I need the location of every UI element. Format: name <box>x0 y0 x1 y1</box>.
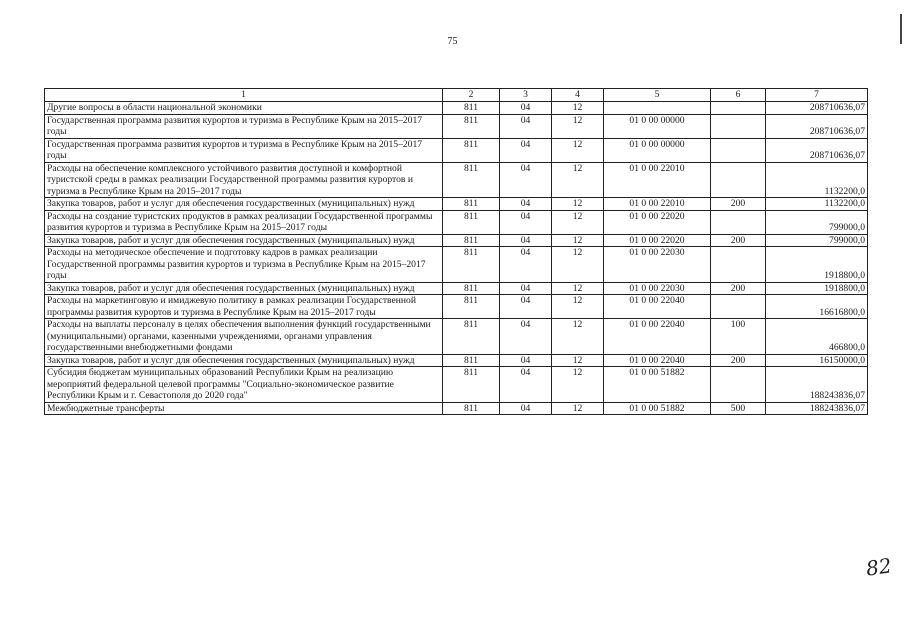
target-article-cell: 01 0 00 22040 <box>604 354 711 367</box>
table-row <box>45 367 868 403</box>
target-article-cell: 01 0 00 22010 <box>604 162 711 198</box>
expense-name-cell: Закупка товаров, работ и услуг для обеспечения государственных (муниципальных) нужд <box>45 198 443 211</box>
section-code-cell: 04 <box>500 282 552 295</box>
table-row <box>45 114 868 138</box>
target-article-cell: 01 0 00 22030 <box>604 282 711 295</box>
expense-name-cell: Расходы на маркетинговую и имиджевую политику в рамках реализации Государственной программы развития курортов и туризма в Республике Крым на 2015–2017 годы <box>45 295 443 319</box>
amount-cell: 16616800,0 <box>766 295 868 319</box>
table-row <box>45 198 868 211</box>
expense-name-cell: Закупка товаров, работ и услуг для обеспечения государственных (муниципальных) нужд <box>45 234 443 247</box>
section-code-cell: 04 <box>500 367 552 403</box>
expense-type-cell: 200 <box>711 282 766 295</box>
target-article-cell: 01 0 00 22020 <box>604 210 711 234</box>
admin-code-cell: 811 <box>443 114 500 138</box>
admin-code-cell: 811 <box>443 354 500 367</box>
target-article-cell: 01 0 00 22040 <box>604 295 711 319</box>
table-row <box>45 138 868 162</box>
amount-cell: 208710636,07 <box>766 114 868 138</box>
header-cell: 2 <box>443 89 500 102</box>
section-code-cell: 04 <box>500 402 552 415</box>
amount-cell: 466800,0 <box>766 319 868 355</box>
section-code-cell: 04 <box>500 247 552 283</box>
expense-name-cell: Закупка товаров, работ и услуг для обеспечения государственных (муниципальных) нужд <box>45 354 443 367</box>
target-article-cell: 01 0 00 00000 <box>604 138 711 162</box>
admin-code-cell: 811 <box>443 367 500 403</box>
expense-name-cell: Межбюджетные трансферты <box>45 402 443 415</box>
amount-cell: 799000,0 <box>766 234 868 247</box>
amount-cell: 1918800,0 <box>766 247 868 283</box>
admin-code-cell: 811 <box>443 295 500 319</box>
expense-name-cell: Закупка товаров, работ и услуг для обеспечения государственных (муниципальных) нужд <box>45 282 443 295</box>
section-code-cell: 04 <box>500 114 552 138</box>
expense-type-cell <box>711 114 766 138</box>
expense-name-cell: Государственная программа развития курортов и туризма в Республике Крым на 2015–2017 годы <box>45 138 443 162</box>
header-cell: 5 <box>604 89 711 102</box>
admin-code-cell: 811 <box>443 198 500 211</box>
target-article-cell: 01 0 00 22010 <box>604 198 711 211</box>
table-header-row <box>45 89 868 102</box>
table-row <box>45 247 868 283</box>
target-article-cell: 01 0 00 22030 <box>604 247 711 283</box>
subsection-code-cell: 12 <box>552 295 604 319</box>
header-cell: 7 <box>766 89 868 102</box>
target-article-cell <box>604 102 711 115</box>
section-code-cell: 04 <box>500 102 552 115</box>
expense-type-cell <box>711 102 766 115</box>
amount-cell: 1918800,0 <box>766 282 868 295</box>
expense-name-cell: Расходы на создание туристских продуктов в рамках реализации Государственной программы развития курортов и туризма в Республике Крым на 2015–2017 годы <box>45 210 443 234</box>
section-code-cell: 04 <box>500 234 552 247</box>
admin-code-cell: 811 <box>443 247 500 283</box>
subsection-code-cell: 12 <box>552 319 604 355</box>
page-edge-line <box>900 14 902 44</box>
subsection-code-cell: 12 <box>552 102 604 115</box>
amount-cell: 1132200,0 <box>766 198 868 211</box>
subsection-code-cell: 12 <box>552 247 604 283</box>
table-row <box>45 295 868 319</box>
section-code-cell: 04 <box>500 319 552 355</box>
subsection-code-cell: 12 <box>552 138 604 162</box>
subsection-code-cell: 12 <box>552 198 604 211</box>
amount-cell: 208710636,07 <box>766 102 868 115</box>
expense-name-cell: Расходы на выплаты персоналу в целях обеспечения выполнения функций государственными (муниципальными) органами, казенными учреждениями, органами управления государственными внебюджетными фондами <box>45 319 443 355</box>
section-code-cell: 04 <box>500 295 552 319</box>
amount-cell: 16150000,0 <box>766 354 868 367</box>
table-row <box>45 282 868 295</box>
table-body <box>45 89 868 415</box>
section-code-cell: 04 <box>500 210 552 234</box>
expense-name-cell: Расходы на обеспечение комплексного устойчивого развития доступной и комфортной туристской среды в рамках реализации Государственной программы развития курортов и туризма в Республике Крым на 2015–2017 годы <box>45 162 443 198</box>
expense-name-cell: Государственная программа развития курортов и туризма в Республике Крым на 2015–2017 годы <box>45 114 443 138</box>
expense-type-cell: 200 <box>711 198 766 211</box>
page-number: 75 <box>447 36 458 47</box>
expense-type-cell: 500 <box>711 402 766 415</box>
expense-type-cell <box>711 138 766 162</box>
amount-cell: 188243836,07 <box>766 402 868 415</box>
section-code-cell: 04 <box>500 354 552 367</box>
admin-code-cell: 811 <box>443 282 500 295</box>
subsection-code-cell: 12 <box>552 282 604 295</box>
expense-name-cell: Другие вопросы в области национальной экономики <box>45 102 443 115</box>
table-row <box>45 354 868 367</box>
subsection-code-cell: 12 <box>552 114 604 138</box>
subsection-code-cell: 12 <box>552 210 604 234</box>
expense-name-cell: Субсидия бюджетам муниципальных образований Республики Крым на реализацию мероприятий федеральной целевой программы "Социально-экономическое развитие Республики Крым и г. Севастополя до 2020 года" <box>45 367 443 403</box>
amount-cell: 799000,0 <box>766 210 868 234</box>
admin-code-cell: 811 <box>443 210 500 234</box>
subsection-code-cell: 12 <box>552 367 604 403</box>
admin-code-cell: 811 <box>443 234 500 247</box>
target-article-cell: 01 0 00 22040 <box>604 319 711 355</box>
section-code-cell: 04 <box>500 138 552 162</box>
expense-type-cell <box>711 367 766 403</box>
expense-type-cell: 200 <box>711 354 766 367</box>
target-article-cell: 01 0 00 00000 <box>604 114 711 138</box>
budget-table <box>44 88 868 415</box>
section-code-cell: 04 <box>500 162 552 198</box>
target-article-cell: 01 0 00 22020 <box>604 234 711 247</box>
header-cell: 4 <box>552 89 604 102</box>
table-row <box>45 402 868 415</box>
handwritten-page-mark: 82 <box>864 553 893 581</box>
header-cell: 6 <box>711 89 766 102</box>
admin-code-cell: 811 <box>443 138 500 162</box>
target-article-cell: 01 0 00 51882 <box>604 402 711 415</box>
table-row <box>45 234 868 247</box>
admin-code-cell: 811 <box>443 162 500 198</box>
admin-code-cell: 811 <box>443 402 500 415</box>
expense-type-cell: 200 <box>711 234 766 247</box>
expense-type-cell <box>711 162 766 198</box>
expense-name-cell: Расходы на методическое обеспечение и подготовку кадров в рамках реализации Государственной программы развития курортов и туризма в Республике Крым на 2015–2017 годы <box>45 247 443 283</box>
header-cell: 3 <box>500 89 552 102</box>
admin-code-cell: 811 <box>443 319 500 355</box>
expense-type-cell <box>711 295 766 319</box>
subsection-code-cell: 12 <box>552 354 604 367</box>
amount-cell: 188243836,07 <box>766 367 868 403</box>
section-code-cell: 04 <box>500 198 552 211</box>
amount-cell: 1132200,0 <box>766 162 868 198</box>
table-row <box>45 210 868 234</box>
table-row <box>45 102 868 115</box>
amount-cell: 208710636,07 <box>766 138 868 162</box>
subsection-code-cell: 12 <box>552 234 604 247</box>
table-row <box>45 162 868 198</box>
target-article-cell: 01 0 00 51882 <box>604 367 711 403</box>
subsection-code-cell: 12 <box>552 402 604 415</box>
expense-type-cell <box>711 247 766 283</box>
expense-type-cell <box>711 210 766 234</box>
table-row <box>45 319 868 355</box>
header-cell: 1 <box>45 89 443 102</box>
expense-type-cell: 100 <box>711 319 766 355</box>
admin-code-cell: 811 <box>443 102 500 115</box>
subsection-code-cell: 12 <box>552 162 604 198</box>
